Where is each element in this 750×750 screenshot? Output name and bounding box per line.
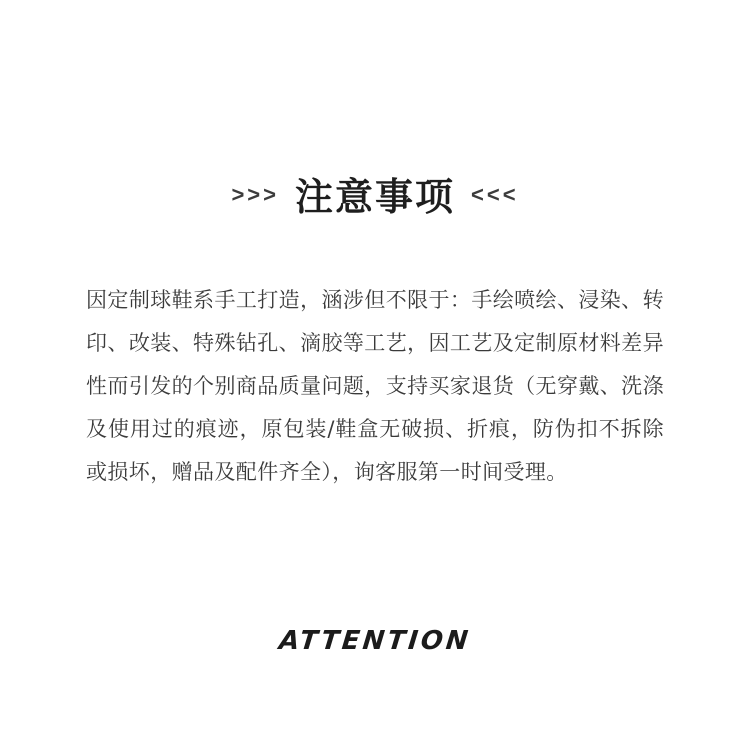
- page-title-text: 注意事项: [294, 175, 455, 219]
- page-title: [0, 175, 750, 219]
- right-chevron-marker-icon: <<<: [471, 182, 519, 207]
- footer-attention-label: ATTENTION: [277, 626, 473, 656]
- notice-paragraph: 因定制球鞋系手工打造，涵涉但不限于：手绘喷绘、浸染、转印、改装、特殊钻孔、滴胶等工艺，因工艺及定制原材料差异性而引发的个别商品质量问题，支持买家退货（无穿戴、洗涤及使用过的痕迹，原包装/鞋盒无破损、折痕，防伪扣不拆除或损坏，赠品及配件齐全），询客服第一时间受理。: [86, 288, 664, 484]
- left-chevron-marker-icon: >>>: [231, 182, 279, 207]
